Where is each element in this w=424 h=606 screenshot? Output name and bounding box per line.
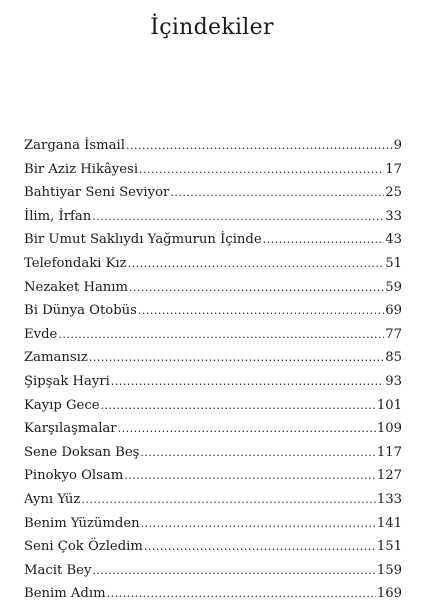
toc-entry-title: Telefondaki Kız [24, 255, 127, 271]
dot-leader [118, 417, 376, 441]
dot-leader [101, 394, 376, 418]
toc-entry [24, 512, 402, 536]
dot-leader [81, 488, 375, 512]
dot-leader [141, 512, 376, 536]
toc-entry-page-number: 59 [385, 279, 402, 295]
table-of-contents [24, 134, 402, 606]
dot-leader [144, 535, 376, 559]
toc-entry-title: Sene Doksan Beş [24, 444, 140, 460]
toc-entry-title: Seni Çok Özledim [24, 539, 143, 555]
toc-entry [24, 417, 402, 441]
toc-entry-page-number: 43 [385, 232, 402, 248]
dot-leader [140, 441, 375, 465]
page-title: İçindekiler [150, 14, 274, 40]
toc-entry-page-number: 33 [385, 208, 402, 224]
toc-entry [24, 464, 402, 488]
toc-entry-page-number: 101 [376, 397, 402, 413]
toc-entry [24, 299, 402, 323]
dot-leader [111, 370, 384, 394]
dot-leader [89, 346, 384, 370]
toc-entry [24, 252, 402, 276]
toc-entry-page-number: 133 [376, 491, 402, 507]
toc-entry-page-number: 51 [385, 255, 402, 271]
dot-leader [92, 559, 375, 583]
toc-entry [24, 346, 402, 370]
toc-entry [24, 228, 402, 252]
toc-entry [24, 323, 402, 347]
toc-entry-page-number: 159 [376, 562, 402, 578]
dot-leader [139, 158, 384, 182]
toc-entry [24, 158, 402, 182]
toc-entry-page-number: 141 [376, 515, 402, 531]
toc-entry [24, 582, 402, 606]
toc-entry-title: Benim Yüzümden [24, 515, 140, 531]
toc-entry [24, 134, 402, 158]
dot-leader [129, 276, 384, 300]
toc-entry [24, 394, 402, 418]
toc-entry-page-number: 151 [376, 539, 402, 555]
dot-leader [138, 299, 384, 323]
toc-entry-title: Karşılaşmalar [24, 421, 117, 437]
dot-leader [107, 582, 376, 606]
toc-entry-page-number: 127 [376, 468, 402, 484]
toc-entry-title: İlim, İrfan [24, 208, 92, 224]
toc-entry-title: Macit Bey [24, 562, 92, 578]
toc-entry-page-number: 77 [385, 326, 402, 342]
toc-entry [24, 276, 402, 300]
dot-leader [92, 205, 384, 229]
dot-leader [128, 252, 385, 276]
dot-leader [170, 181, 384, 205]
toc-entry [24, 488, 402, 512]
toc-entry [24, 441, 402, 465]
toc-entry-page-number: 117 [376, 444, 402, 460]
dot-leader [58, 323, 384, 347]
toc-entry-title: Pinokyo Olsam [24, 468, 124, 484]
dot-leader [124, 464, 376, 488]
toc-entry-title: Evde [24, 326, 58, 342]
toc-entry [24, 370, 402, 394]
toc-entry-title: Zargana İsmail [24, 138, 125, 153]
toc-entry-title: Aynı Yüz [24, 491, 81, 507]
toc-entry [24, 535, 402, 559]
toc-entry [24, 559, 402, 583]
toc-entry [24, 181, 402, 205]
toc-entry-title: Bir Aziz Hikâyesi [24, 161, 139, 177]
toc-entry-title: Şipşak Hayri [24, 373, 110, 389]
toc-entry-title: Benim Adım [24, 586, 106, 602]
toc-entry-title: Bahtiyar Seni Seviyor [24, 185, 170, 201]
toc-entry-page-number: 69 [385, 303, 402, 319]
toc-entry-page-number: 109 [376, 421, 402, 437]
toc-entry-page-number: 85 [385, 350, 402, 366]
dot-leader [126, 134, 393, 158]
toc-entry-page-number: 93 [385, 373, 402, 389]
dot-leader [263, 228, 385, 252]
toc-entry-title: Bir Umut Saklıydı Yağmurun İçinde [24, 232, 262, 248]
toc-entry [24, 205, 402, 229]
toc-entry-page-number: 9 [393, 138, 402, 153]
toc-entry-page-number: 169 [376, 586, 402, 602]
toc-entry-page-number: 25 [385, 185, 402, 201]
toc-entry-title: Zamansız [24, 350, 88, 366]
toc-entry-title: Bi Dünya Otobüs [24, 303, 137, 319]
toc-entry-title: Nezaket Hanım [24, 279, 129, 295]
toc-entry-title: Kayıp Gece [24, 397, 100, 413]
toc-entry-page-number: 17 [385, 161, 402, 177]
